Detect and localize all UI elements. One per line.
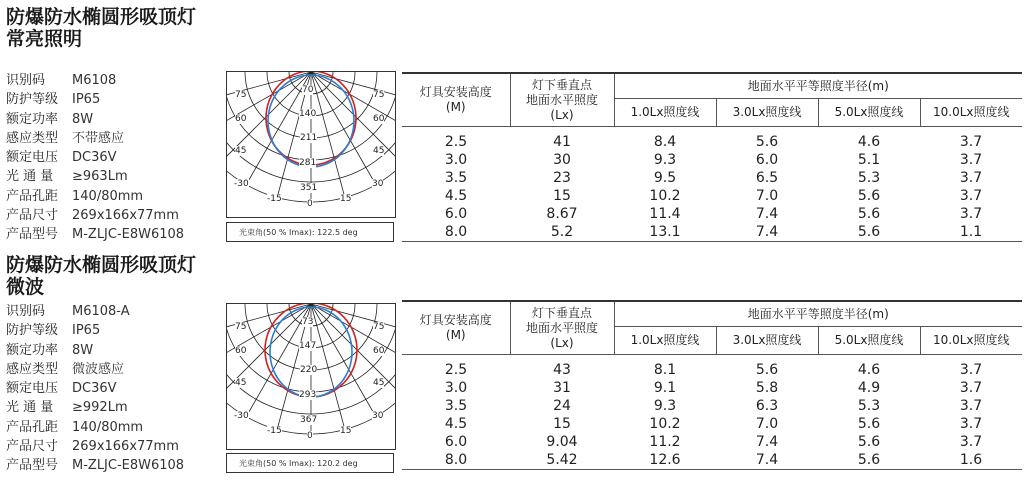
table-header-row xyxy=(402,302,1022,327)
spec-key: 产品孔距 xyxy=(6,419,59,435)
table-row xyxy=(402,379,1022,397)
table-row xyxy=(402,397,1022,415)
spec-value: 269x166x77mm xyxy=(72,208,179,224)
table-cell: 10.2 xyxy=(649,188,681,204)
table-cell: 10.2 xyxy=(649,416,681,432)
spec-row xyxy=(6,167,184,186)
table-cell: 31 xyxy=(553,380,571,396)
spec-key: 产品型号 xyxy=(6,227,59,243)
angle-label: 60 xyxy=(373,114,385,124)
table-cell: 5.6 xyxy=(818,451,920,470)
product-section-microwave xyxy=(0,250,1024,500)
spec-row xyxy=(6,437,184,456)
spec-value: M6108-A xyxy=(72,304,130,319)
angle-label: 75 xyxy=(373,90,385,100)
table-row xyxy=(402,451,1022,470)
table-cell: 6.0 xyxy=(755,152,779,168)
angle-label: -30 xyxy=(234,179,249,189)
table-cell: 8.67 xyxy=(546,206,578,222)
table-cell: 7.4 xyxy=(755,206,779,222)
table-cell: 8.4 xyxy=(653,134,677,150)
table-cell: 7.4 xyxy=(755,434,779,450)
table-cell: 5.3 xyxy=(857,398,881,414)
product-title xyxy=(6,254,196,298)
table-row xyxy=(402,355,1022,380)
table-cell: 5.42 xyxy=(510,451,614,470)
beam-angle-label: 光束角(50 % Imax): 122.5 deg xyxy=(226,222,394,242)
subcolumn-header: 10.0Lx照度线 xyxy=(920,327,1022,355)
spec-key: 防护等级 xyxy=(6,323,59,339)
column-header-radius: 地面水平平等照度半径(m) xyxy=(614,74,1022,99)
radial-label: 367 xyxy=(300,415,318,425)
column-header-center-illuminance xyxy=(510,74,614,127)
radial-label: 73 xyxy=(302,317,314,327)
subcolumn-header: 1.0Lx照度线 xyxy=(614,99,716,127)
spec-key: 光 通 量 xyxy=(6,169,54,185)
header-text: 灯具安装高度 xyxy=(419,85,492,99)
table-cell: 9.1 xyxy=(653,380,677,396)
table-cell: 3.7 xyxy=(959,134,983,150)
table-cell: 5.8 xyxy=(755,380,779,396)
angle-label: -30 xyxy=(234,411,249,421)
spec-key: 额定功率 xyxy=(6,111,59,127)
table-cell: 13.1 xyxy=(614,223,716,242)
table-cell: 5.6 xyxy=(857,188,881,204)
radial-label: 140 xyxy=(299,109,317,119)
table-cell: 9.04 xyxy=(546,434,578,450)
spec-row xyxy=(6,225,184,244)
table-cell: 15 xyxy=(553,188,571,204)
spec-row xyxy=(6,398,184,417)
spec-row xyxy=(6,360,184,379)
table-cell: 5.6 xyxy=(857,434,881,450)
header-text: 地面水平照度 xyxy=(525,92,598,107)
spec-row xyxy=(6,148,184,167)
product-title-line1: 防爆防水椭圆形吸顶灯 xyxy=(6,6,197,28)
spec-key: 感应类型 xyxy=(6,361,59,377)
header-text: 地面水平照度 xyxy=(525,320,598,335)
column-header-center-illuminance xyxy=(510,302,614,355)
table-row xyxy=(402,415,1022,433)
radial-label: 351 xyxy=(300,183,318,193)
illuminance-table xyxy=(402,302,1022,470)
table-cell: 11.2 xyxy=(649,434,681,450)
angle-label: 15 xyxy=(340,426,352,436)
table-cell: 4.5 xyxy=(444,188,468,204)
table-cell: 5.6 xyxy=(755,134,779,150)
table-cell: 5.6 xyxy=(818,223,920,242)
angle-label: 45 xyxy=(373,378,385,388)
table-cell: 4.5 xyxy=(444,416,468,432)
radial-label: 211 xyxy=(300,133,318,143)
table-cell: 3.7 xyxy=(959,206,983,222)
polar-light-distribution-diagram xyxy=(226,71,396,218)
table-cell: 30 xyxy=(553,152,571,168)
spec-row xyxy=(6,187,184,206)
angle-label: 60 xyxy=(373,346,385,356)
angle-label: 45 xyxy=(235,378,247,388)
table-cell: 3.7 xyxy=(959,434,983,450)
table-cell: 23 xyxy=(553,170,571,186)
table-cell: 5.2 xyxy=(510,223,614,242)
spec-value: DC36V xyxy=(72,381,117,397)
table-cell: 15 xyxy=(553,416,571,432)
table-row xyxy=(402,169,1022,187)
table-cell: 43 xyxy=(553,362,571,378)
header-unit: (Lx) xyxy=(550,335,574,350)
angle-label: 0 xyxy=(307,199,313,209)
table-cell: 8.0 xyxy=(402,451,510,470)
spec-key: 额定功率 xyxy=(6,342,59,358)
column-header-height xyxy=(402,302,510,355)
header-text: 灯下垂直点 xyxy=(531,77,592,92)
table-cell: 3.7 xyxy=(959,398,983,414)
subcolumn-header: 1.0Lx照度线 xyxy=(614,327,716,355)
subcolumn-header: 5.0Lx照度线 xyxy=(818,327,920,355)
spec-list xyxy=(6,71,184,245)
spec-value: 微波感应 xyxy=(72,361,125,377)
table-cell: 1.6 xyxy=(920,451,1022,470)
beam-angle-label: 光束角(50 % Imax): 120.2 deg xyxy=(226,453,394,473)
table-cell: 7.0 xyxy=(755,188,779,204)
spec-row xyxy=(6,321,184,340)
table-cell: 3.5 xyxy=(444,398,468,414)
spec-value: 269x166x77mm xyxy=(72,439,179,455)
product-title xyxy=(6,6,196,50)
spec-row xyxy=(6,302,184,321)
polar-light-distribution-diagram xyxy=(226,303,396,450)
column-header-height xyxy=(402,74,510,127)
spec-row xyxy=(6,71,184,90)
table-cell: 2.5 xyxy=(444,362,468,378)
table-row xyxy=(402,127,1022,152)
spec-key: 产品型号 xyxy=(6,458,59,474)
table-cell: 4.6 xyxy=(857,362,881,378)
table-cell: 3.7 xyxy=(959,188,983,204)
angle-label: 60 xyxy=(235,114,247,124)
spec-row xyxy=(6,418,184,437)
spec-value: IP65 xyxy=(72,92,101,108)
spec-value: ≥963Lm xyxy=(72,169,128,185)
product-title-line2: 微波 xyxy=(6,276,45,298)
spec-value: 8W xyxy=(72,342,94,358)
column-header-radius: 地面水平平等照度半径(m) xyxy=(614,302,1022,327)
radial-label: 70 xyxy=(302,85,314,95)
spec-value: ≥992Lm xyxy=(72,400,128,416)
table-cell: 12.6 xyxy=(614,451,716,470)
header-unit: (M) xyxy=(445,328,466,342)
spec-value: 不带感应 xyxy=(72,130,125,146)
table-cell: 5.6 xyxy=(755,362,779,378)
table-cell: 41 xyxy=(553,134,571,150)
spec-key: 识别码 xyxy=(6,304,46,319)
spec-value: 140/80mm xyxy=(72,419,144,435)
spec-value: M-ZLJC-E8W6108 xyxy=(72,227,185,243)
table-row xyxy=(402,433,1022,451)
table-cell: 5.1 xyxy=(857,152,881,168)
angle-label: -15 xyxy=(267,426,282,436)
spec-value: IP65 xyxy=(72,323,101,339)
spec-row xyxy=(6,90,184,109)
table-cell: 3.0 xyxy=(444,380,468,396)
angle-label: 45 xyxy=(235,146,247,156)
table-cell: 4.9 xyxy=(857,380,881,396)
angle-label: 60 xyxy=(235,346,247,356)
subcolumn-header: 5.0Lx照度线 xyxy=(818,99,920,127)
product-title-line2: 常亮照明 xyxy=(6,28,83,50)
angle-label: 75 xyxy=(235,90,247,100)
table-cell: 2.5 xyxy=(444,134,468,150)
illuminance-table xyxy=(402,74,1022,242)
table-cell: 5.6 xyxy=(857,206,881,222)
radial-label: 220 xyxy=(300,365,318,375)
spec-value: M6108 xyxy=(72,73,117,88)
radial-label: 281 xyxy=(299,158,317,168)
table-cell: 3.0 xyxy=(444,152,468,168)
table-cell: 6.0 xyxy=(444,434,468,450)
table-cell: 9.3 xyxy=(653,398,677,414)
spec-row xyxy=(6,110,184,129)
angle-label: -15 xyxy=(267,194,282,204)
table-row xyxy=(402,187,1022,205)
header-text: 灯下垂直点 xyxy=(531,305,592,320)
angle-label: 75 xyxy=(373,322,385,332)
spec-key: 识别码 xyxy=(6,73,46,88)
table-cell: 11.4 xyxy=(649,206,681,222)
table-cell: 5.3 xyxy=(857,170,881,186)
table-cell: 3.7 xyxy=(959,362,983,378)
angle-label: 45 xyxy=(373,146,385,156)
table-row xyxy=(402,223,1022,242)
spec-list xyxy=(6,302,184,476)
table-cell: 3.7 xyxy=(959,380,983,396)
spec-key: 防护等级 xyxy=(6,92,59,108)
table-cell: 9.5 xyxy=(653,170,677,186)
spec-value: M-ZLJC-E8W6108 xyxy=(72,458,185,474)
angle-label: 75 xyxy=(235,322,247,332)
table-cell: 9.3 xyxy=(653,152,677,168)
header-unit: (M) xyxy=(445,100,466,114)
table-cell: 6.3 xyxy=(755,398,779,414)
table-cell: 7.4 xyxy=(716,223,818,242)
spec-key: 产品孔距 xyxy=(6,188,59,204)
spec-key: 产品尺寸 xyxy=(6,208,59,224)
spec-key: 额定电压 xyxy=(6,150,59,166)
table-cell: 6.5 xyxy=(755,170,779,186)
angle-label: 15 xyxy=(340,194,352,204)
table-cell: 3.7 xyxy=(959,152,983,168)
subcolumn-header: 10.0Lx照度线 xyxy=(920,99,1022,127)
angle-label: 0 xyxy=(307,431,313,441)
table-cell: 1.1 xyxy=(920,223,1022,242)
table-row xyxy=(402,151,1022,169)
radial-label: 147 xyxy=(299,341,317,351)
spec-value: DC36V xyxy=(72,150,117,166)
angle-label: 30 xyxy=(372,179,384,189)
spec-row xyxy=(6,456,184,475)
table-cell: 3.7 xyxy=(959,170,983,186)
header-text: 灯具安装高度 xyxy=(419,313,492,327)
spec-row xyxy=(6,379,184,398)
subcolumn-header: 3.0Lx照度线 xyxy=(716,327,818,355)
table-cell: 4.6 xyxy=(857,134,881,150)
spec-value: 8W xyxy=(72,111,94,127)
table-cell: 5.6 xyxy=(857,416,881,432)
table-cell: 8.0 xyxy=(402,223,510,242)
table-cell: 7.0 xyxy=(755,416,779,432)
table-cell: 6.0 xyxy=(444,206,468,222)
table-row xyxy=(402,205,1022,223)
table-cell: 24 xyxy=(553,398,571,414)
spec-row xyxy=(6,129,184,148)
table-header-row xyxy=(402,74,1022,99)
product-title-line1: 防爆防水椭圆形吸顶灯 xyxy=(6,254,197,276)
table-cell: 3.5 xyxy=(444,170,468,186)
spec-key: 感应类型 xyxy=(6,130,59,146)
spec-key: 产品尺寸 xyxy=(6,439,59,455)
angle-label: 30 xyxy=(372,411,384,421)
spec-row xyxy=(6,341,184,360)
spec-key: 光 通 量 xyxy=(6,400,54,416)
radial-label: 293 xyxy=(299,390,317,400)
table-cell: 7.4 xyxy=(716,451,818,470)
subcolumn-header: 3.0Lx照度线 xyxy=(716,99,818,127)
spec-row xyxy=(6,206,184,225)
table-cell: 3.7 xyxy=(959,416,983,432)
header-unit: (Lx) xyxy=(550,107,574,122)
spec-value: 140/80mm xyxy=(72,188,144,204)
spec-key: 额定电压 xyxy=(6,381,59,397)
table-cell: 8.1 xyxy=(653,362,677,378)
